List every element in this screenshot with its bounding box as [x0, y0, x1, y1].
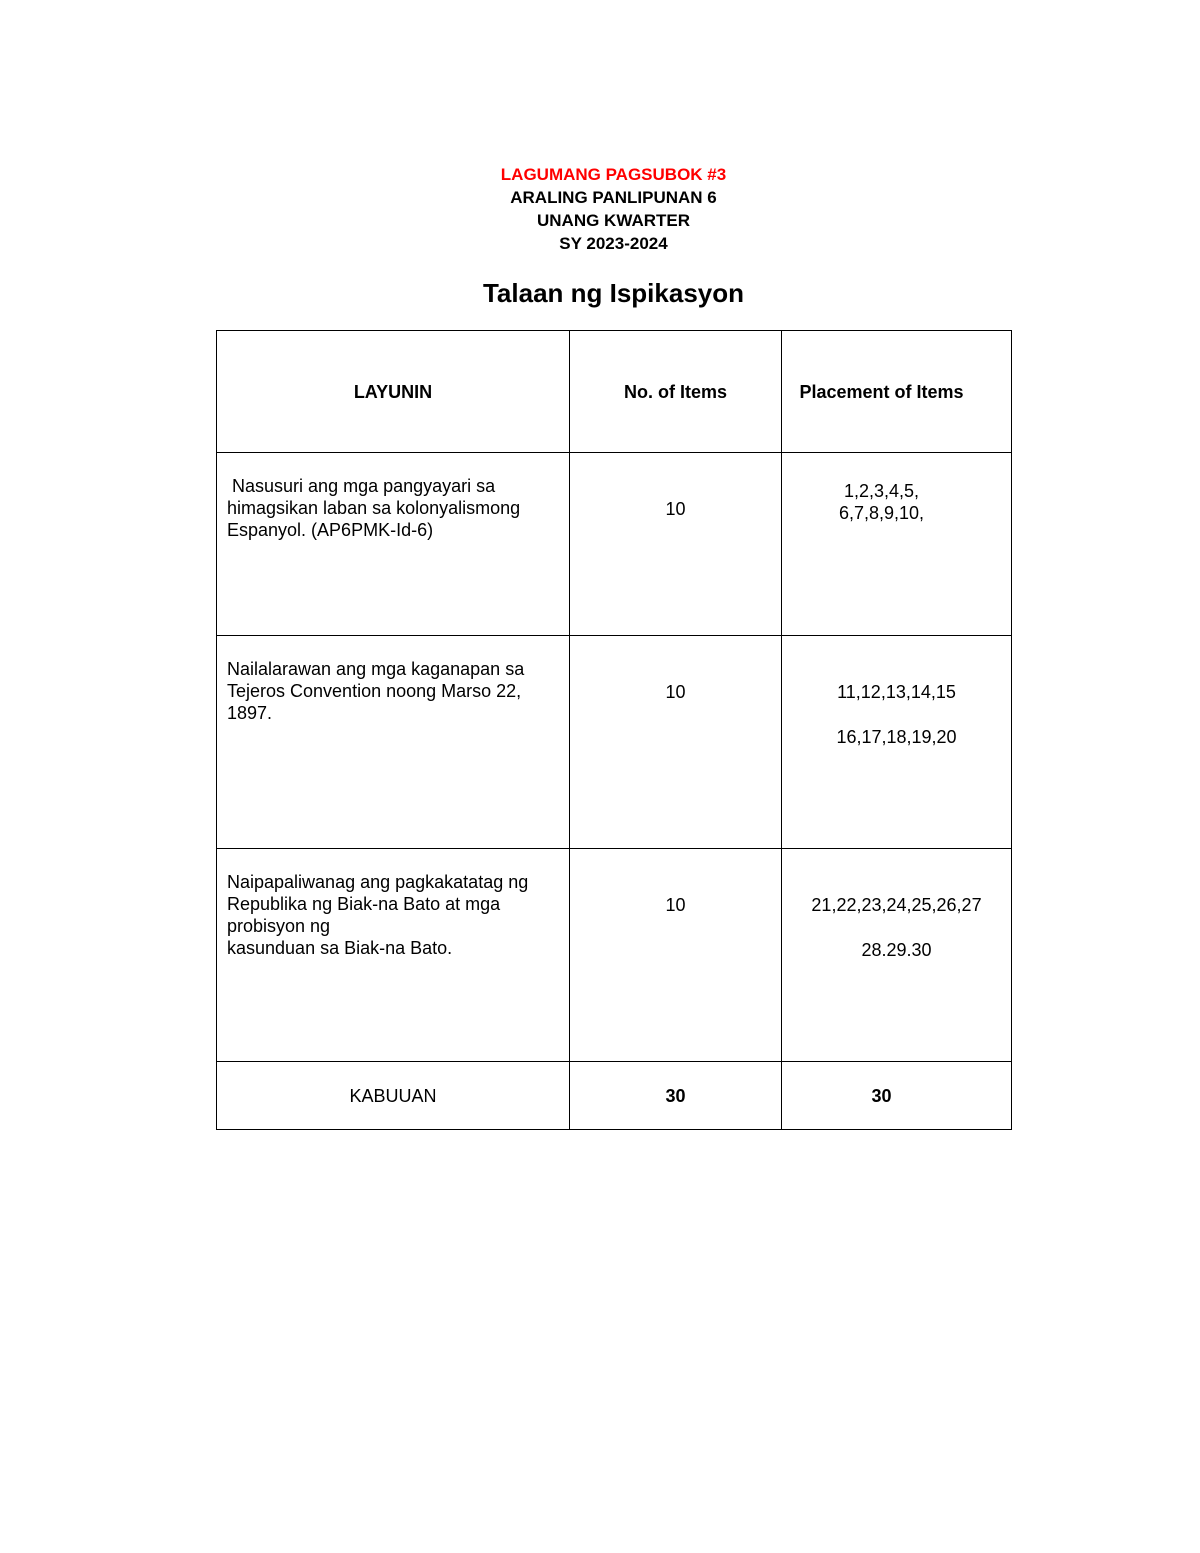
header-no-of-items: No. of Items [570, 331, 782, 453]
document-header [0, 163, 1200, 255]
placement-cell [782, 849, 1012, 1062]
table-row [217, 636, 1012, 849]
total-placement: 30 [782, 1062, 1012, 1130]
objective-cell: Nasusuri ang mga pangyayari sa himagsikan laban sa kolonyalismong Espanyol. (AP6PMK-Id-6) [217, 453, 570, 636]
objective-cell [217, 849, 570, 1062]
total-label: KABUUAN [217, 1062, 570, 1130]
header-placement: Placement of Items [782, 331, 1012, 453]
table-row [217, 849, 1012, 1062]
header-objective: LAYUNIN [217, 331, 570, 453]
placement-line: 28.29.30 [861, 940, 932, 960]
subject-title: ARALING PANLIPUNAN 6 [510, 188, 717, 207]
total-no-of-items: 30 [570, 1062, 782, 1130]
total-row [217, 1062, 1012, 1130]
placement-line: 21,22,23,24,25,26,27 [811, 895, 982, 915]
objective-cell: Nailalarawan ang mga kaganapan sa Tejeros Convention noong Marso 22, 1897. [217, 636, 570, 849]
table-row [217, 453, 1012, 636]
placement-line: 16,17,18,19,20 [836, 727, 957, 747]
objective-line: Naipapaliwanag ang pagkakatatag ng Republika ng Biak-na Bato at mga probisyon ng [227, 872, 529, 936]
school-year: SY 2023-2024 [559, 234, 668, 253]
table-header-row [217, 331, 1012, 453]
placement-cell [782, 453, 1012, 636]
no-of-items-cell: 10 [570, 453, 782, 636]
quarter-title: UNANG KWARTER [537, 211, 690, 230]
placement-line: 6,7,8,9,10, [838, 503, 925, 523]
placement-line: 11,12,13,14,15 [837, 682, 956, 702]
document-title: Talaan ng Ispikasyon [482, 278, 745, 308]
no-of-items-cell: 10 [570, 849, 782, 1062]
specification-table [216, 330, 1012, 1130]
placement-cell [782, 636, 1012, 849]
no-of-items-cell: 10 [570, 636, 782, 849]
objective-line: kasunduan sa Biak-na Bato. [227, 938, 453, 958]
test-title: LAGUMANG PAGSUBOK #3 [500, 165, 727, 184]
placement-line: 1,2,3,4,5, [843, 481, 920, 501]
